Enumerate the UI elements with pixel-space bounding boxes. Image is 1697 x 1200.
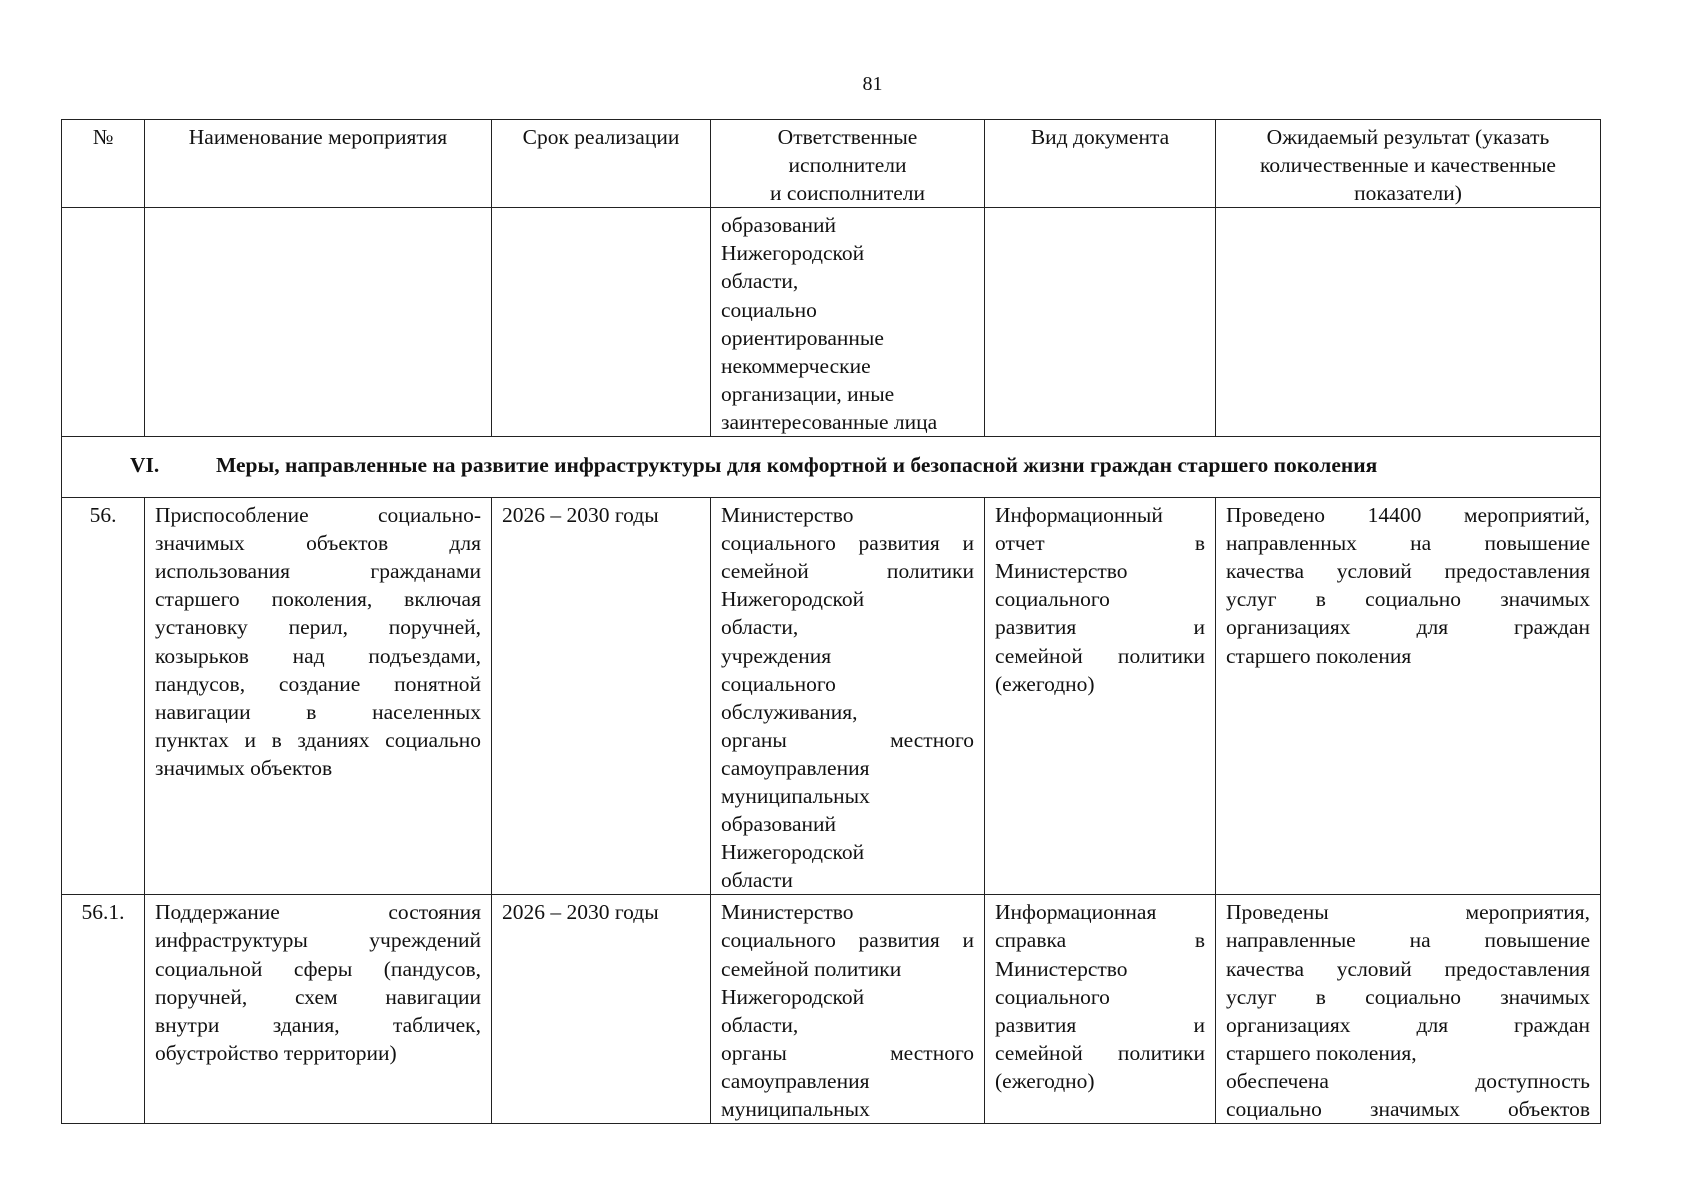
cell-doc: Информационная справка в Министерство социального развития и семейной политики (ежегодно) bbox=[985, 895, 1216, 1124]
section-heading bbox=[62, 437, 1601, 498]
cell-term: 2026 – 2030 годы bbox=[492, 895, 711, 1124]
header-term: Срок реализации bbox=[492, 120, 711, 208]
cell-name bbox=[145, 208, 492, 437]
cell-name: Приспособление социально- значимых объектов для использования гражданами старшего поколения, включая установку перил, поручней, козырьков над подъездами, пандусов, создание понятной навигации в населенных пунктах и в зданиях социально значимых объектов bbox=[145, 498, 492, 895]
measures-table bbox=[61, 119, 1601, 1124]
header-num: № bbox=[62, 120, 145, 208]
cell-doc: Информационный отчет в Министерство социального развития и семейной политики (ежегодно) bbox=[985, 498, 1216, 895]
header-result: Ожидаемый результат (указать количественные и качественные показатели) bbox=[1216, 120, 1601, 208]
cell-num bbox=[62, 208, 145, 437]
table-header-row bbox=[62, 120, 1601, 208]
header-responsible: Ответственные исполнители и соисполнители bbox=[711, 120, 985, 208]
cell-responsible: Министерство социального развития и семейной политики Нижегородской области, органы местного самоуправления муниципальных bbox=[711, 895, 985, 1124]
cell-doc bbox=[985, 208, 1216, 437]
cell-responsible: Министерство социального развития и семейной политики Нижегородской области, учреждения социального обслуживания, органы местного самоуправления муниципальных образований Нижегородской области bbox=[711, 498, 985, 895]
table-row-continuation bbox=[62, 208, 1601, 437]
section-heading-row bbox=[62, 437, 1601, 498]
table-row-56-1 bbox=[62, 895, 1601, 1124]
section-title: Меры, направленные на развитие инфраструктуры для комфортной и безопасной жизни граждан старшего поколения bbox=[216, 453, 1378, 478]
page-number: 81 bbox=[862, 73, 883, 95]
cell-term: 2026 – 2030 годы bbox=[492, 498, 711, 895]
cell-result bbox=[1216, 208, 1601, 437]
cell-num: 56. bbox=[62, 498, 145, 895]
cell-responsible: образований Нижегородской области, социально ориентированные некоммерческие организации, иные заинтересованные лица bbox=[711, 208, 985, 437]
table-row-56 bbox=[62, 498, 1601, 895]
header-doc: Вид документа bbox=[985, 120, 1216, 208]
header-name: Наименование мероприятия bbox=[145, 120, 492, 208]
cell-result: Проведено 14400 мероприятий, направленных на повышение качества условий предоставления услуг в социально значимых организациях для граждан старшего поколения bbox=[1216, 498, 1601, 895]
cell-num: 56.1. bbox=[62, 895, 145, 1124]
cell-name: Поддержание состояния инфраструктуры учреждений социальной сферы (пандусов, поручней, схем навигации внутри здания, табличек, обустройство территории) bbox=[145, 895, 492, 1124]
cell-result: Проведены мероприятия, направленные на повышение качества условий предоставления услуг в социально значимых организациях для граждан старшего поколения, обеспечена доступность социально значимых объектов bbox=[1216, 895, 1601, 1124]
section-number: VI. bbox=[130, 453, 160, 478]
cell-term bbox=[492, 208, 711, 437]
